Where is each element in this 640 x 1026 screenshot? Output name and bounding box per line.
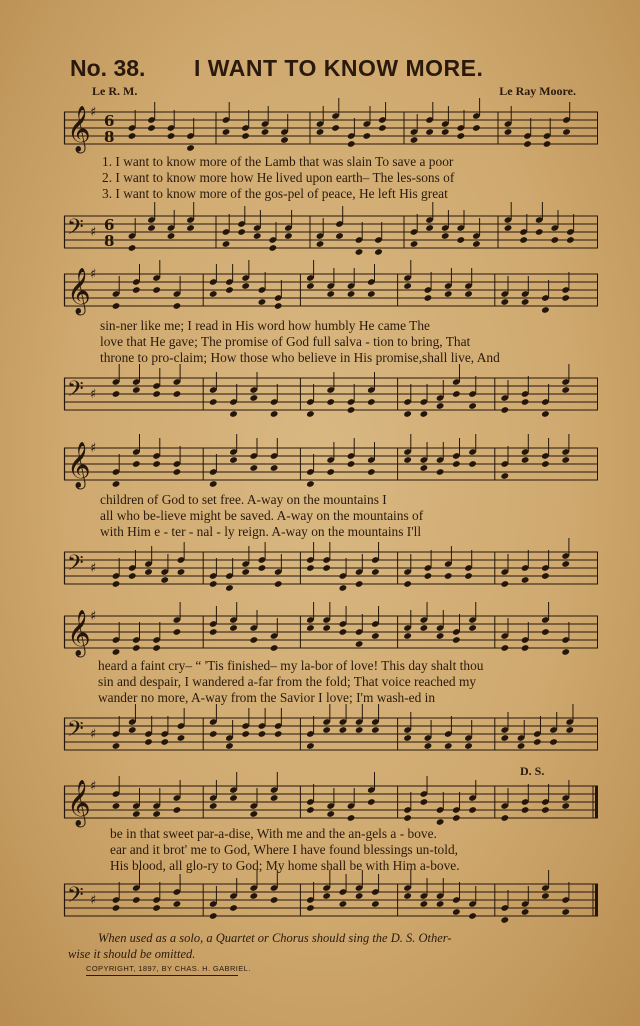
time-sig-bottom: 8 <box>104 232 115 250</box>
note-head <box>347 814 356 822</box>
note-head <box>152 810 161 818</box>
note-head <box>229 794 238 802</box>
note-head <box>209 398 218 406</box>
note-head <box>274 580 283 588</box>
note-head <box>347 406 356 414</box>
note-head <box>452 636 461 644</box>
note-head <box>173 468 182 476</box>
note-head <box>436 818 445 826</box>
note-head <box>322 564 331 572</box>
note-head <box>270 464 279 472</box>
copyright-notice: COPYRIGHT, 1897, BY CHAS. H. GABRIEL. <box>86 964 251 973</box>
note-head <box>186 144 195 152</box>
treble-staff-2 <box>64 266 598 316</box>
note-head <box>339 628 348 636</box>
sharp-icon: ♯ <box>90 727 97 742</box>
time-sig-bottom: 8 <box>104 128 115 146</box>
note-head <box>517 742 526 750</box>
note-head <box>209 802 218 810</box>
note-head <box>468 402 477 410</box>
note-head <box>436 402 445 410</box>
note-head <box>561 386 570 394</box>
verse-line-4-3: wander no more, A-way from the Savior I love; I'm wash-ed in <box>98 690 436 705</box>
note-head <box>132 460 141 468</box>
note-head <box>420 410 429 418</box>
note-head <box>468 806 477 814</box>
verse-line-5-1: be in that sweet par-a-dise, With me and the an-gels a - bove. <box>110 826 437 841</box>
verse-line-5-3: His blood, all glo-ry to God; My home shall be with Him a-bove. <box>110 858 460 873</box>
note-head <box>519 236 528 244</box>
note-head <box>229 456 238 464</box>
staff-lines <box>64 552 598 584</box>
note-head <box>186 224 195 232</box>
verse-line-2-2: love that He gave; The promise of God full salva - tion to bring, That <box>100 334 471 349</box>
footnote-line-1: When used as a solo, a Quartet or Chorus should sing the D. S. Other- <box>98 931 452 945</box>
note-head <box>241 730 250 738</box>
note-head <box>112 648 121 656</box>
note-head <box>403 734 412 742</box>
note-head <box>521 644 530 652</box>
note-head <box>367 468 376 476</box>
note-head <box>270 794 279 802</box>
note-head <box>322 726 331 734</box>
note-head <box>173 302 182 310</box>
note-head <box>561 648 570 656</box>
note-head <box>331 124 340 132</box>
note-head <box>249 892 258 900</box>
note-head <box>160 576 169 584</box>
note-head <box>132 810 141 818</box>
note-head <box>326 810 335 818</box>
note-head <box>355 892 364 900</box>
note-head <box>561 294 570 302</box>
note-head <box>521 298 530 306</box>
note-head <box>521 398 530 406</box>
treble-staff-1 <box>64 104 598 154</box>
treble-clef-icon: 𝄞 <box>67 610 91 656</box>
note-head <box>355 726 364 734</box>
note-head <box>249 394 258 402</box>
sharp-icon: ♯ <box>90 893 97 908</box>
note-head <box>464 572 473 580</box>
note-head <box>306 410 315 418</box>
note-head <box>209 912 218 920</box>
staff-lines <box>64 216 598 248</box>
note-head <box>270 896 279 904</box>
verse-line-3-1: children of God to set free. A-way on the mountains I <box>100 492 387 507</box>
note-head <box>132 386 141 394</box>
note-head <box>425 224 434 232</box>
verse-line-3-3: with Him e - ter - nal - ly reign. A-way on the mountains I'll <box>100 524 422 539</box>
note-head <box>241 568 250 576</box>
note-head <box>367 398 376 406</box>
note-head <box>500 580 509 588</box>
note-head <box>306 904 315 912</box>
note-head <box>523 140 532 148</box>
note-head <box>132 644 141 652</box>
note-head <box>335 232 344 240</box>
note-head <box>167 132 176 140</box>
note-head <box>521 576 530 584</box>
sharp-icon: ♯ <box>90 105 97 120</box>
note-head <box>424 294 433 302</box>
note-head <box>270 410 279 418</box>
note-head <box>533 738 542 746</box>
note-head <box>249 810 258 818</box>
note-head <box>280 136 289 144</box>
note-head <box>132 896 141 904</box>
note-head <box>472 240 481 248</box>
note-head <box>355 248 364 256</box>
treble-staff-3 <box>64 440 598 490</box>
treble-clef-icon: 𝄞 <box>67 442 91 488</box>
note-head <box>167 232 176 240</box>
verse-line-1-3: 3. I want to know more of the gos-pel of peace, He left His great <box>102 186 448 201</box>
staff-lines <box>64 274 598 306</box>
bass-staff-1 <box>64 208 598 258</box>
note-head <box>541 410 550 418</box>
sharp-icon: ♯ <box>90 387 97 402</box>
note-head <box>229 624 238 632</box>
note-head <box>177 734 186 742</box>
note-head <box>500 644 509 652</box>
note-head <box>147 224 156 232</box>
note-head <box>112 580 121 588</box>
note-head <box>209 580 218 588</box>
note-head <box>316 128 325 136</box>
treble-staff-5 <box>64 778 598 828</box>
note-head <box>339 584 348 592</box>
bass-clef-icon: 𝄢 <box>67 883 84 913</box>
note-head <box>160 738 169 746</box>
note-head <box>371 632 380 640</box>
note-head <box>456 132 465 140</box>
note-head <box>128 132 137 140</box>
note-head <box>258 298 267 306</box>
hymn-title: I WANT TO KNOW MORE. <box>194 55 484 81</box>
note-head <box>468 912 477 920</box>
note-head <box>441 232 450 240</box>
note-head <box>173 390 182 398</box>
bass-clef-icon: 𝄢 <box>67 377 84 407</box>
note-head <box>128 726 137 734</box>
note-head <box>306 564 315 572</box>
note-head <box>355 640 364 648</box>
note-head <box>209 480 218 488</box>
note-head <box>222 128 231 136</box>
note-head <box>425 128 434 136</box>
note-head <box>241 282 250 290</box>
note-head <box>173 806 182 814</box>
verse-line-1-2: 2. I want to know more how He lived upon earth– The les-sons of <box>102 170 455 185</box>
note-head <box>452 460 461 468</box>
treble-staff-4 <box>64 608 598 658</box>
note-head <box>420 900 429 908</box>
note-head <box>355 580 364 588</box>
verse-line-1-1: 1. I want to know more of the Lamb that was slain To save a poor <box>102 154 454 169</box>
note-head <box>464 290 473 298</box>
time-sig-top: 6 <box>104 216 115 234</box>
note-head <box>468 460 477 468</box>
note-head <box>112 904 121 912</box>
note-head <box>550 236 559 244</box>
note-head <box>371 568 380 576</box>
note-head <box>541 628 550 636</box>
note-head <box>147 124 156 132</box>
note-head <box>561 802 570 810</box>
note-head <box>541 892 550 900</box>
note-head <box>521 806 530 814</box>
note-head <box>322 624 331 632</box>
note-head <box>362 132 371 140</box>
note-head <box>403 456 412 464</box>
note-head <box>274 730 283 738</box>
note-head <box>452 908 461 916</box>
sharp-icon: ♯ <box>90 609 97 624</box>
note-head <box>322 892 331 900</box>
note-head <box>504 224 513 232</box>
note-head <box>284 232 293 240</box>
note-head <box>403 580 412 588</box>
note-head <box>225 286 234 294</box>
note-head <box>468 624 477 632</box>
note-head <box>152 904 161 912</box>
note-head <box>270 644 279 652</box>
note-head <box>541 572 550 580</box>
note-head <box>456 236 465 244</box>
note-head <box>472 124 481 132</box>
copyright-rule <box>86 975 238 976</box>
sharp-icon: ♯ <box>90 225 97 240</box>
note-head <box>258 564 267 572</box>
note-head <box>543 140 552 148</box>
note-head <box>347 460 356 468</box>
note-head <box>222 240 231 248</box>
note-head <box>112 302 121 310</box>
note-head <box>562 128 571 136</box>
note-head <box>209 730 218 738</box>
note-head <box>249 464 258 472</box>
verse-line-4-1: heard a faint cry– “ 'Tis finished– my la-bor of love! This day shalt thou <box>98 658 484 673</box>
staff-lines <box>64 448 598 480</box>
verse-line-2-1: sin-ner like me; I read in His word how humbly He came The <box>100 318 430 333</box>
ds-mark: D. S. <box>520 764 545 778</box>
note-head <box>225 584 234 592</box>
sharp-icon: ♯ <box>90 441 97 456</box>
note-head <box>326 290 335 298</box>
note-head <box>500 406 509 414</box>
note-head <box>347 140 356 148</box>
note-head <box>229 904 238 912</box>
note-head <box>173 900 182 908</box>
note-head <box>112 480 121 488</box>
note-head <box>500 298 509 306</box>
staff-lines <box>64 718 598 750</box>
note-head <box>436 632 445 640</box>
note-head <box>367 290 376 298</box>
sharp-icon: ♯ <box>90 267 97 282</box>
note-head <box>521 908 530 916</box>
note-head <box>339 900 348 908</box>
note-head <box>444 742 453 750</box>
note-head <box>403 410 412 418</box>
note-head <box>403 282 412 290</box>
sharp-icon: ♯ <box>90 779 97 794</box>
staff-lines <box>64 378 598 410</box>
note-head <box>549 738 558 746</box>
note-head <box>541 306 550 314</box>
note-head <box>209 290 218 298</box>
note-head <box>367 798 376 806</box>
note-head <box>436 900 445 908</box>
note-head <box>504 128 513 136</box>
sharp-icon: ♯ <box>90 561 97 576</box>
staff-lines <box>64 884 598 916</box>
note-head <box>464 742 473 750</box>
bass-clef-icon: 𝄢 <box>67 551 84 581</box>
verse-line-5-2: ear and it brot' me to God, Where I have found blessings un-told, <box>110 842 459 857</box>
note-head <box>229 410 238 418</box>
note-head <box>420 624 429 632</box>
note-head <box>144 568 153 576</box>
verse-line-3-2: all who be-lieve might be saved. A-way on the mountains of <box>100 508 424 523</box>
note-head <box>424 572 433 580</box>
note-head <box>424 742 433 750</box>
note-head <box>209 628 218 636</box>
note-head <box>177 568 186 576</box>
note-head <box>144 738 153 746</box>
verse-line-2-3: throne to pro-claim; How those who believe in His promise,shall live, And <box>100 350 500 365</box>
note-head <box>347 290 356 298</box>
bass-staff-2 <box>64 370 598 420</box>
bass-clef-icon: 𝄢 <box>67 717 84 747</box>
note-head <box>521 456 530 464</box>
bass-staff-5 <box>64 876 598 926</box>
note-head <box>371 900 380 908</box>
note-head <box>225 742 234 750</box>
note-head <box>112 742 121 750</box>
footnote-line-2: wise it should be omitted. <box>68 947 196 961</box>
note-head <box>500 916 509 924</box>
note-head <box>152 460 161 468</box>
note-head <box>420 798 429 806</box>
hymn-number: No. 38. <box>70 55 146 81</box>
note-head <box>258 730 267 738</box>
note-head <box>261 128 270 136</box>
note-head <box>565 726 574 734</box>
note-head <box>452 814 461 822</box>
note-head <box>128 572 137 580</box>
note-head <box>173 628 182 636</box>
bass-clef-icon: 𝄢 <box>67 215 84 245</box>
note-head <box>374 248 383 256</box>
bass-staff-4 <box>64 710 598 760</box>
note-head <box>403 814 412 822</box>
note-head <box>566 236 575 244</box>
note-head <box>241 132 250 140</box>
performance-footnote <box>68 930 598 962</box>
lyricist-credit: Le R. M. <box>92 84 138 98</box>
note-head <box>128 244 137 252</box>
note-head <box>253 232 262 240</box>
treble-clef-icon: 𝄞 <box>67 268 91 314</box>
note-head <box>403 892 412 900</box>
note-head <box>441 128 450 136</box>
note-head <box>444 290 453 298</box>
note-head <box>306 480 315 488</box>
staff-lines <box>64 616 598 648</box>
verse-line-4-2: sin and despair, I wandered a-far from the fold; That voice reached my <box>98 674 477 689</box>
note-head <box>132 286 141 294</box>
note-head <box>561 908 570 916</box>
note-head <box>410 136 419 144</box>
note-head <box>306 806 315 814</box>
note-head <box>371 726 380 734</box>
note-head <box>112 390 121 398</box>
staff-lines <box>64 112 598 144</box>
note-head <box>403 632 412 640</box>
note-head <box>561 560 570 568</box>
note-head <box>326 398 335 406</box>
bass-staff-3 <box>64 544 598 594</box>
treble-clef-icon: 𝄞 <box>67 780 91 826</box>
note-head <box>306 742 315 750</box>
note-head <box>500 814 509 822</box>
note-head <box>420 464 429 472</box>
note-head <box>378 124 387 132</box>
note-head <box>436 468 445 476</box>
time-sig-top: 6 <box>104 112 115 130</box>
treble-clef-icon: 𝄞 <box>67 106 91 152</box>
note-head <box>541 806 550 814</box>
note-head <box>306 624 315 632</box>
note-head <box>316 240 325 248</box>
note-head <box>268 244 277 252</box>
note-head <box>112 802 121 810</box>
note-head <box>152 286 161 294</box>
note-head <box>452 390 461 398</box>
note-head <box>249 636 258 644</box>
note-head <box>410 240 419 248</box>
note-head <box>339 726 348 734</box>
note-head <box>500 472 509 480</box>
note-head <box>326 468 335 476</box>
note-head <box>500 734 509 742</box>
note-head <box>152 644 161 652</box>
note-head <box>274 302 283 310</box>
note-head <box>237 228 246 236</box>
note-head <box>152 390 161 398</box>
composer-credit: Le Ray Moore. <box>499 84 576 98</box>
note-head <box>541 460 550 468</box>
note-head <box>444 572 453 580</box>
note-head <box>306 282 315 290</box>
note-head <box>561 456 570 464</box>
note-head <box>535 228 544 236</box>
